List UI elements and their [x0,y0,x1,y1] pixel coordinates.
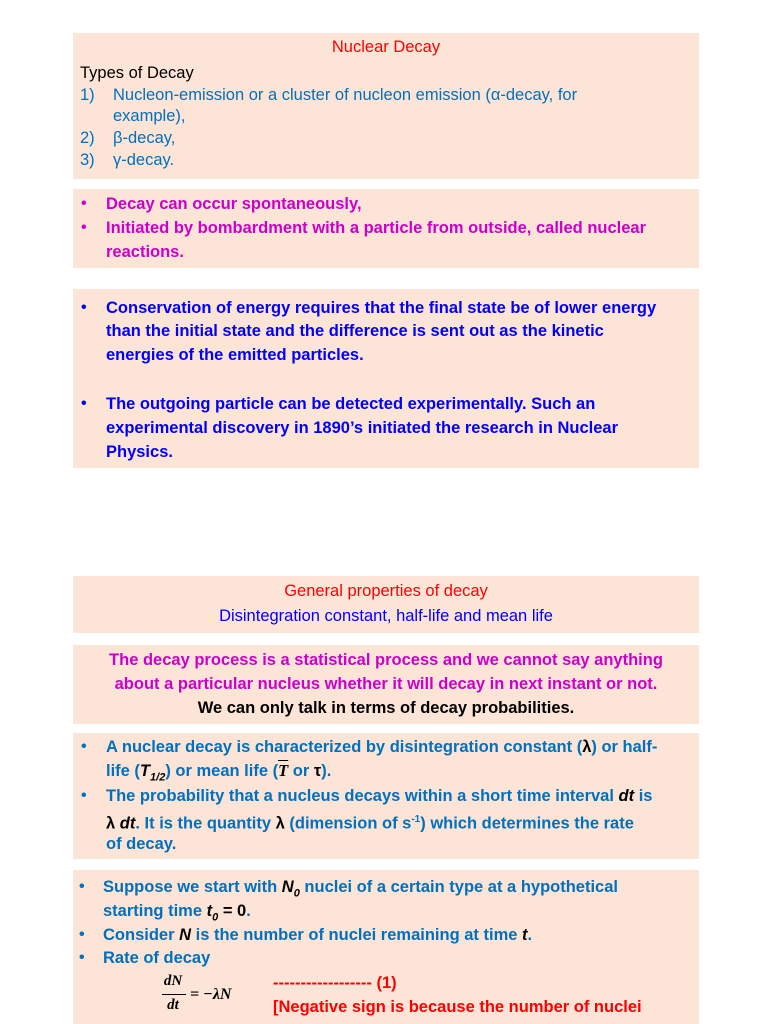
text-fragment: = 0 [218,902,247,920]
n0-subscript: 0 [293,887,300,900]
t0-subscript: 0 [212,911,219,924]
paragraph-line: about a particular nucleus whether it will decay in next instant or not. [114,675,658,693]
t-symbol: t [522,926,528,944]
bullet-text: than the initial state and the difference is sent out as the kinetic [106,322,604,340]
bullet-text: Decay can occur spontaneously, [106,195,362,213]
lambda-symbol: λ [106,814,116,833]
bullet-icon: • [79,878,85,895]
bullet-text [103,925,532,945]
bullet-text: Conservation of energy requires that the final state be of lower energy [106,299,657,317]
n-symbol: N [179,926,192,944]
bullet-text: The outgoing particle can be detected experimentally. Such an [106,395,596,413]
types-of-decay-box [73,33,699,179]
equation-numerator: dN [163,973,183,989]
bullet-text: Initiated by bombardment with a particle from outside, called nuclear [106,219,647,237]
bullet-text: of decay. [106,835,177,853]
statistical-process-box [73,645,699,724]
text-fragment: or [288,762,314,780]
text-fragment: . It is the quantity [135,814,276,833]
mean-life-symbol: $\overline{T}$ [278,761,289,780]
list-item-number: 1) [80,86,95,104]
unit-superscript: -1 [411,814,421,825]
text-fragment: starting time [103,902,207,920]
text-fragment: Consider [103,926,180,944]
bullet-text [106,786,652,806]
bullet-text [103,877,618,903]
rate-of-decay-box [73,870,699,1024]
bullet-text: experimental discovery in 1890’s initiated the research in Nuclear [106,419,619,437]
bullet-text [103,901,251,927]
bullet-icon: • [81,738,87,755]
tau-symbol: τ [313,762,322,780]
bullet-text: Rate of decay [103,949,211,967]
bullet-icon: • [81,219,87,236]
equation-denominator: dt [167,997,179,1013]
dt-symbol: dt [115,814,136,833]
list-item-number: 3) [80,151,95,169]
n0-symbol: N [281,878,294,896]
section-subtitle: Types of Decay [80,64,194,82]
list-item-text: β-decay, [113,129,176,147]
text-fragment: life ( [106,762,140,780]
text-fragment: ) which determines the rate [420,814,634,833]
bullet-text: energies of the emitted particles. [106,346,364,364]
bullet-icon: • [81,395,87,412]
text-fragment: A nuclear decay is characterized by disintegration constant ( [106,738,583,756]
bullet-text [106,737,657,757]
paragraph-line: The decay process is a statistical process and we cannot say anything [109,651,663,669]
equation-label: ------------------ (1) [273,974,397,992]
bullet-text [106,810,634,834]
general-properties-box [73,576,699,633]
bullet-text [106,761,331,787]
disintegration-constant-box [73,733,699,859]
bullet-icon: • [81,787,87,804]
text-fragment: (dimension of s [284,814,412,833]
text-fragment: ) or half- [591,738,658,756]
section-title: Nuclear Decay [331,38,441,56]
bullet-text: Physics. [106,443,173,461]
t0-symbol: t [206,902,213,920]
equation-rhs: = −λN [190,986,232,1003]
list-item-number: 2) [80,129,95,147]
half-life-subscript: 1/2 [150,771,166,784]
list-item-text: γ-decay. [113,151,175,169]
text-fragment: ). [321,762,332,780]
section-subtitle: Disintegration constant, half-life and mean life [219,607,553,625]
lambda-symbol: λ [275,814,285,833]
text-fragment: is the number of nuclei remaining at time [191,926,523,944]
list-item-text: example), [113,107,186,125]
bullet-icon: • [79,949,85,966]
list-item-text: Nucleon-emission or a cluster of nucleon emission (α-decay, for [113,86,578,104]
text-fragment: nuclei of a certain type at a hypothetical [299,878,618,896]
bullet-icon: • [79,926,85,943]
text-fragment: ) or mean life ( [165,762,279,780]
fraction-bar [162,994,186,995]
bullet-icon: • [81,195,87,212]
text-fragment: is [634,787,653,805]
text-fragment: . [527,926,533,944]
dt-symbol: dt [618,787,635,805]
lambda-symbol: λ [582,738,592,756]
bullet-text: reactions. [106,243,184,261]
decay-occurrence-box [73,189,699,268]
text-fragment: Suppose we start with [103,878,282,896]
bullet-icon: • [81,299,87,316]
paragraph-line: We can only talk in terms of decay probabilities. [197,699,575,717]
half-life-symbol: T [139,762,151,780]
text-fragment: The probability that a nucleus decays within a short time interval [106,787,619,805]
energy-conservation-box [73,289,699,468]
section-title: General properties of decay [284,582,488,600]
text-fragment: . [246,902,251,920]
equation-note: [Negative sign is because the number of nuclei [273,998,642,1016]
